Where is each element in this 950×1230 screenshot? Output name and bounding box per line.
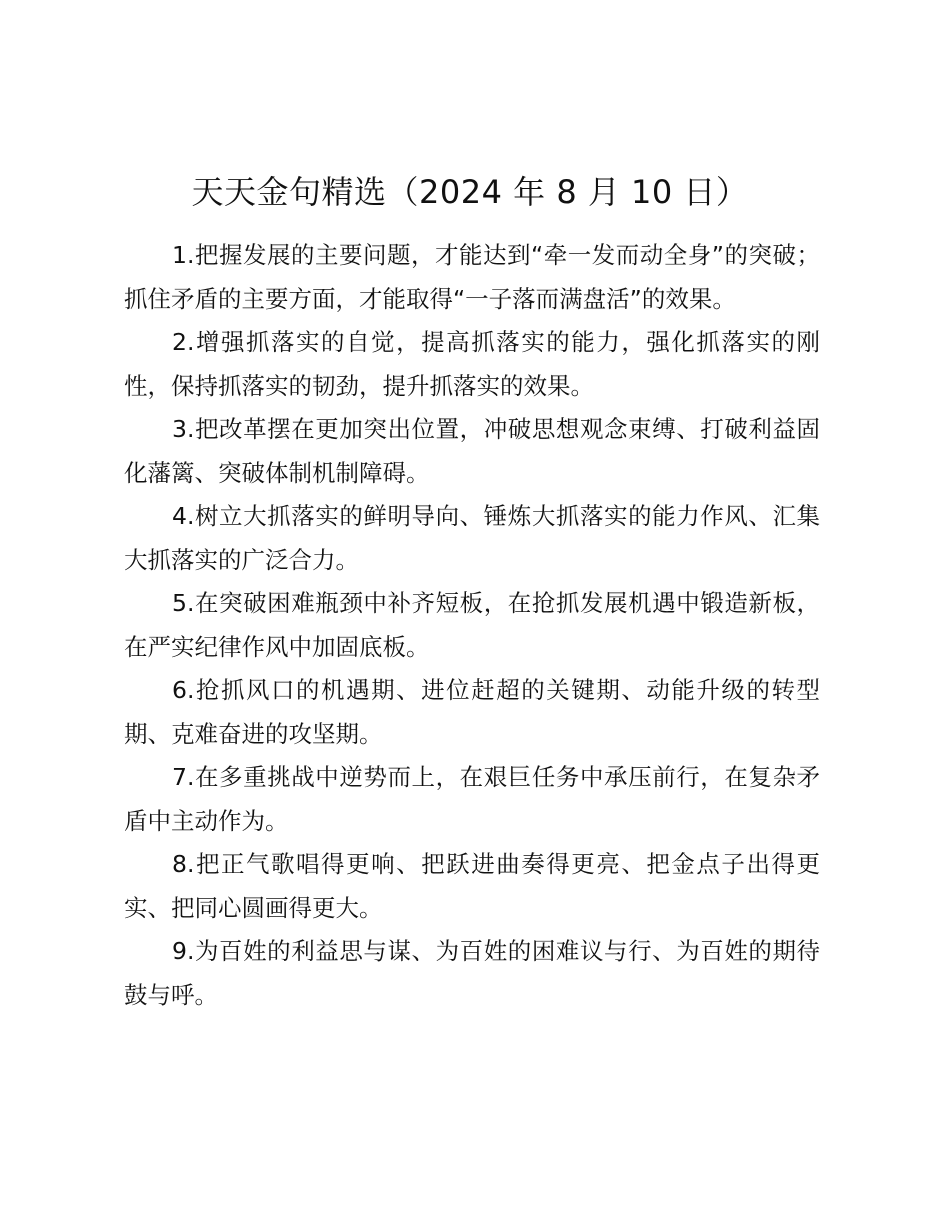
paragraph-6: 6.抢抓风口的机遇期、进位赶超的关键期、动能升级的转型期、克难奋进的攻坚期。 (124, 676, 820, 748)
paragraph-7: 7.在多重挑战中逆势而上，在艰巨任务中承压前行，在复杂矛盾中主动作为。 (124, 763, 820, 835)
document-body (124, 234, 820, 1017)
paragraph-5: 5.在突破困难瓶颈中补齐短板，在抢抓发展机遇中锻造新板，在严实纪律作风中加固底板。 (124, 589, 820, 661)
paragraph-9: 9.为百姓的利益思与谋、为百姓的困难议与行、为百姓的期待鼓与呼。 (124, 937, 820, 1009)
document-title: 天天金句精选（2024 年 8 月 10 日） (191, 173, 749, 211)
paragraph-4: 4.树立大抓落实的鲜明导向、锤炼大抓落实的能力作风、汇集大抓落实的广泛合力。 (124, 502, 820, 574)
paragraph-3: 3.把改革摆在更加突出位置，冲破思想观念束缚、打破利益固化藩篱、突破体制机制障碍。 (124, 415, 820, 487)
paragraph-8: 8.把正气歌唱得更响、把跃进曲奏得更亮、把金点子出得更实、把同心圆画得更大。 (124, 850, 820, 922)
paragraph-1: 1.把握发展的主要问题，才能达到“牵一发而动全身”的突破；抓住矛盾的主要方面，才能取得“一子落而满盘活”的效果。 (124, 241, 820, 313)
paragraph-2: 2.增强抓落实的自觉，提高抓落实的能力，强化抓落实的刚性，保持抓落实的韧劲，提升抓落实的效果。 (124, 328, 820, 400)
